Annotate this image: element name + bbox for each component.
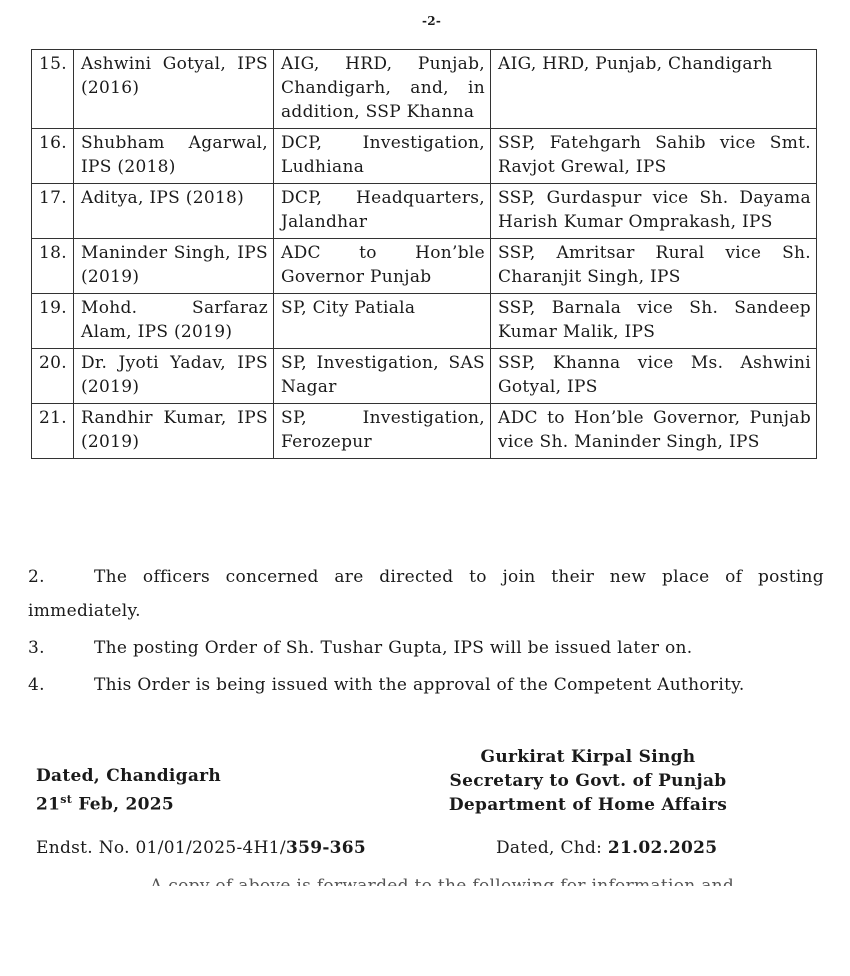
blank-area xyxy=(0,886,850,976)
serial-cell: 17. xyxy=(32,184,74,239)
signatory-designation: Secretary to Govt. of Punjab xyxy=(449,771,727,791)
officer-name-cell: Ashwini Gotyal, IPS (2016) xyxy=(74,50,274,129)
officer-name-cell: Mohd. Sarfaraz Alam, IPS (2019) xyxy=(74,294,274,349)
paragraph-4 xyxy=(28,668,824,702)
cutoff-line xyxy=(150,873,820,885)
table-row xyxy=(32,404,817,459)
present-posting-cell: DCP, Headquarters, Jalandhar xyxy=(274,184,491,239)
serial-cell: 15. xyxy=(32,50,74,129)
paragraph-number: 4. xyxy=(28,675,45,695)
present-posting-cell: SP, Investigation, Ferozepur xyxy=(274,404,491,459)
present-posting-cell: DCP, Investigation, Ludhiana xyxy=(274,129,491,184)
present-posting-cell: SP, City Patiala xyxy=(274,294,491,349)
officer-name-cell: Aditya, IPS (2018) xyxy=(74,184,274,239)
postings-table xyxy=(31,49,817,459)
paragraph-3 xyxy=(28,631,824,665)
dated-block xyxy=(36,764,221,817)
paragraph-2 xyxy=(28,560,824,628)
paragraph-text: The posting Order of Sh. Tushar Gupta, IPS will be issued later on. xyxy=(94,638,693,658)
dated-place: Dated, Chandigarh xyxy=(36,766,222,786)
paragraph-number: 3. xyxy=(28,638,45,658)
new-posting-cell: AIG, HRD, Punjab, Chandigarh xyxy=(491,50,817,129)
paragraph-text: The officers concerned are directed to join their new place of posting immediately. xyxy=(28,567,824,621)
table-row xyxy=(32,294,817,349)
signature-block xyxy=(432,745,744,817)
serial-cell: 20. xyxy=(32,349,74,404)
serial-cell: 16. xyxy=(32,129,74,184)
serial-cell: 18. xyxy=(32,239,74,294)
paragraph-text: This Order is being issued with the approval of the Competent Authority. xyxy=(94,675,745,695)
officer-name-cell: Shubham Agarwal, IPS (2018) xyxy=(74,129,274,184)
officer-name-cell: Randhir Kumar, IPS (2019) xyxy=(74,404,274,459)
table-row xyxy=(32,50,817,129)
officer-name-cell: Dr. Jyoti Yadav, IPS (2019) xyxy=(74,349,274,404)
endorsement-date: Dated, Chd: 21.02.2025 xyxy=(496,838,718,858)
signatory-name: Gurkirat Kirpal Singh xyxy=(480,747,696,767)
present-posting-cell: ADC to Hon’ble Governor Punjab xyxy=(274,239,491,294)
present-posting-cell: AIG, HRD, Punjab, Chandigarh, and, in addition, SSP Khanna xyxy=(274,50,491,129)
present-posting-cell: SP, Investigation, SAS Nagar xyxy=(274,349,491,404)
new-posting-cell: SSP, Amritsar Rural vice Sh. Charanjit Singh, IPS xyxy=(491,239,817,294)
table-row xyxy=(32,239,817,294)
table-row xyxy=(32,184,817,239)
paragraph-number: 2. xyxy=(28,567,45,587)
signatory-department: Department of Home Affairs xyxy=(448,795,728,815)
officer-name-cell: Maninder Singh, IPS (2019) xyxy=(74,239,274,294)
table-row xyxy=(32,349,817,404)
serial-cell: 19. xyxy=(32,294,74,349)
page-number: -2- xyxy=(422,14,442,28)
serial-cell: 21. xyxy=(32,404,74,459)
new-posting-cell: SSP, Fatehgarh Sahib vice Smt. Ravjot Grewal, IPS xyxy=(491,129,817,184)
new-posting-cell: SSP, Khanna vice Ms. Ashwini Gotyal, IPS xyxy=(491,349,817,404)
dated-date: 21st Feb, 2025 xyxy=(36,793,175,815)
endorsement-number: Endst. No. 01/01/2025-4H1/359-365 xyxy=(36,838,367,858)
new-posting-cell: SSP, Barnala vice Sh. Sandeep Kumar Malik, IPS xyxy=(491,294,817,349)
new-posting-cell: ADC to Hon’ble Governor, Punjab vice Sh. Maninder Singh, IPS xyxy=(491,404,817,459)
new-posting-cell: SSP, Gurdaspur vice Sh. Dayama Harish Kumar Omprakash, IPS xyxy=(491,184,817,239)
table-row xyxy=(32,129,817,184)
